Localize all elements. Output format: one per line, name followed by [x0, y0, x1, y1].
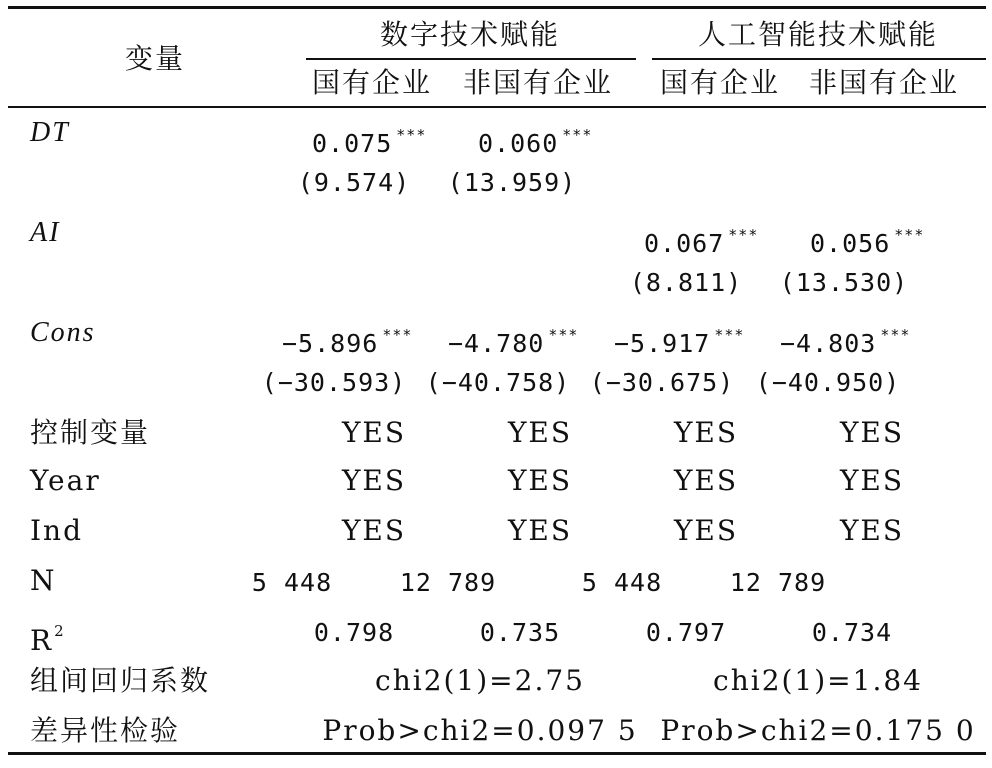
- controls-value-2: YES: [507, 416, 573, 449]
- t-cons-3: (−30.675): [589, 368, 735, 397]
- coef-ai-soe: [644, 218, 758, 261]
- row-label-r2: [30, 614, 66, 658]
- diff-test-value-1: Prob>chi2=0.097 5: [322, 714, 638, 747]
- r2-value-4: 0.734: [811, 618, 893, 647]
- row-label-dt: DT: [30, 117, 70, 148]
- header-rule: [8, 106, 986, 108]
- coef-value: 0.060: [478, 129, 559, 158]
- row-label-ai: AI: [30, 217, 61, 248]
- coef-dt-soe: [312, 118, 426, 161]
- diff-test-value-2: Prob>chi2=0.175 0: [660, 714, 976, 747]
- ind-value-3: YES: [673, 514, 739, 547]
- t-cons-1: (−30.593): [261, 368, 407, 397]
- coef-cons-4: [780, 318, 910, 361]
- significance-stars: ***: [562, 126, 593, 144]
- r2-label: R: [30, 624, 54, 657]
- controls-value-4: YES: [839, 416, 905, 449]
- row-label-year: Year: [30, 464, 101, 497]
- group-coef-value-1: chi2(1)=2.75: [375, 664, 585, 697]
- significance-stars: ***: [728, 226, 759, 244]
- row-label-controls: 控制变量: [30, 416, 151, 449]
- coef-cons-1: [282, 318, 412, 361]
- ind-value-2: YES: [507, 514, 573, 547]
- ind-value-4: YES: [839, 514, 905, 547]
- coef-value: −5.917: [614, 329, 711, 358]
- significance-stars: ***: [396, 126, 427, 144]
- column-header-soe-2: 国有企业: [659, 66, 781, 99]
- column-header-nonsoe-2: 非国有企业: [808, 66, 960, 99]
- significance-stars: ***: [548, 326, 579, 344]
- n-value-1: 5 448: [251, 568, 333, 597]
- r2-value-2: 0.735: [479, 618, 561, 647]
- r2-value-1: 0.798: [313, 618, 395, 647]
- coef-cons-3: [614, 318, 744, 361]
- coef-value: −4.803: [780, 329, 877, 358]
- t-dt-soe: (9.574): [297, 168, 411, 197]
- significance-stars: ***: [894, 226, 925, 244]
- coef-value: 0.067: [644, 229, 725, 258]
- row-label-ind: Ind: [30, 514, 84, 547]
- group-header-digital: 数字技术赋能: [379, 18, 561, 51]
- t-cons-2: (−40.758): [425, 368, 571, 397]
- group-header-ai: 人工智能技术赋能: [697, 18, 939, 51]
- coef-value: 0.075: [312, 129, 393, 158]
- coef-value: −4.780: [448, 329, 545, 358]
- row-label-group-coef: 组间回归系数: [30, 664, 211, 697]
- coef-dt-nonsoe: [478, 118, 592, 161]
- t-dt-nonsoe: (13.959): [447, 168, 577, 197]
- column-header-nonsoe-1: 非国有企业: [462, 66, 614, 99]
- year-value-3: YES: [673, 464, 739, 497]
- t-ai-nonsoe: (13.530): [779, 268, 909, 297]
- year-value-1: YES: [341, 464, 407, 497]
- year-value-4: YES: [839, 464, 905, 497]
- top-rule: [8, 6, 986, 9]
- n-value-3: 5 448: [581, 568, 663, 597]
- coef-ai-nonsoe: [810, 218, 924, 261]
- t-ai-soe: (8.811): [629, 268, 743, 297]
- year-value-2: YES: [507, 464, 573, 497]
- r2-value-3: 0.797: [645, 618, 727, 647]
- n-value-4: 12 789: [729, 568, 827, 597]
- controls-value-1: YES: [341, 416, 407, 449]
- row-label-diff-test: 差异性检验: [30, 714, 181, 747]
- significance-stars: ***: [714, 326, 745, 344]
- row-label-n: N: [30, 564, 57, 597]
- group-coef-value-2: chi2(1)=1.84: [713, 664, 923, 697]
- group-rule-right: [652, 58, 986, 60]
- coef-cons-2: [448, 318, 578, 361]
- r2-superscript: 2: [54, 622, 66, 640]
- t-cons-4: (−40.950): [755, 368, 901, 397]
- n-value-2: 12 789: [399, 568, 497, 597]
- significance-stars: ***: [880, 326, 911, 344]
- significance-stars: ***: [382, 326, 413, 344]
- coef-value: 0.056: [810, 229, 891, 258]
- corner-label: 变量: [124, 42, 186, 75]
- row-label-cons: Cons: [30, 317, 96, 348]
- coef-value: −5.896: [282, 329, 379, 358]
- ind-value-1: YES: [341, 514, 407, 547]
- bottom-rule: [8, 752, 986, 755]
- group-rule-left: [306, 58, 636, 60]
- column-header-soe-1: 国有企业: [311, 66, 433, 99]
- controls-value-3: YES: [673, 416, 739, 449]
